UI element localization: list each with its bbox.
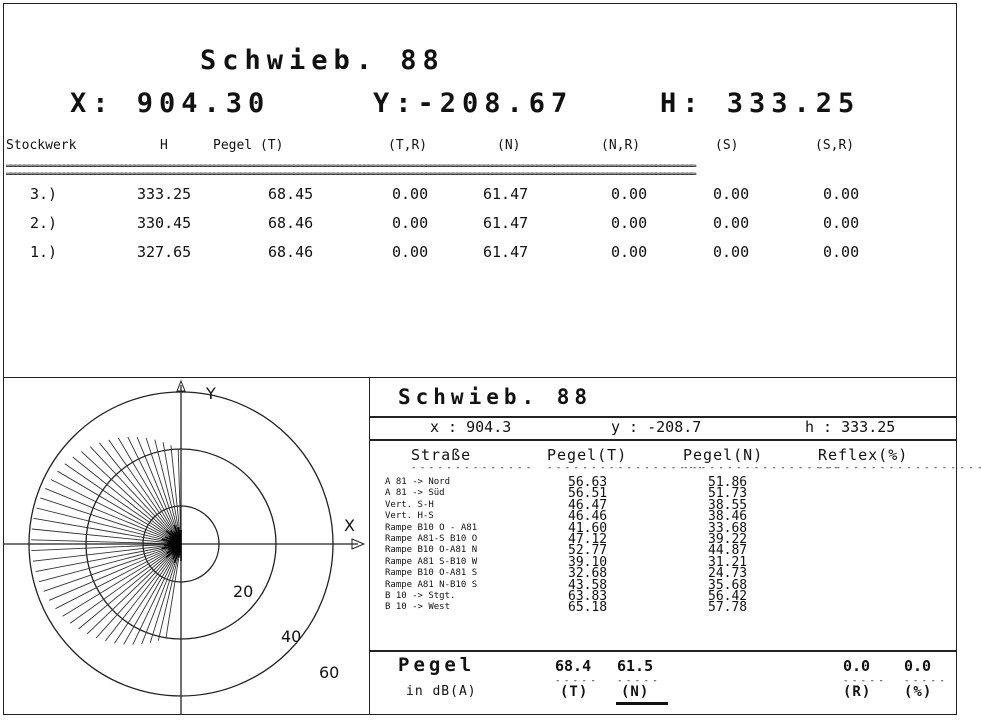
street-name: Rampe A81 N-B10 S	[385, 579, 478, 590]
y-coordinate: Y:-208.67	[373, 88, 574, 119]
divider	[369, 439, 957, 441]
street-pegel-n: 35.68	[708, 577, 748, 593]
table-cell: 0.00	[823, 185, 860, 203]
table-cell: 68.46	[268, 214, 314, 232]
table-cell: 61.47	[483, 185, 529, 203]
street-pegel-t: 56.63	[568, 475, 608, 490]
unit-t: (T)	[560, 684, 589, 700]
street-name: B 10 -> West	[385, 602, 451, 613]
divider	[369, 650, 957, 652]
table-cell: 330.45	[137, 214, 192, 232]
header-separator: ════════════════════════════════════════════════════════════════════════════════════════════════════════════════════════════════════════════════════════════ ════════════════════════════════════════════════════════════════════════════════════════════════════════════════════════════════════════════════════════════	[6, 162, 696, 180]
column-header-n-r: (N,R)	[601, 138, 641, 153]
column-header-t-r: (T,R)	[388, 138, 428, 153]
selected-indicator	[616, 702, 668, 705]
street-pegel-t: 52.77	[568, 543, 608, 559]
unit-n: (N)	[621, 684, 650, 700]
x-axis-label: X	[344, 516, 355, 535]
sum-reflex-r: 0.0	[843, 657, 871, 675]
table-cell: 0.00	[823, 214, 860, 232]
polar-plot	[3, 377, 370, 715]
y-axis-label: Y	[206, 384, 216, 403]
table-cell: 0.00	[611, 243, 648, 261]
table-cell: 0.00	[713, 243, 750, 261]
street-pegel-n: 33.68	[708, 520, 748, 536]
sum-label: Pegel	[398, 654, 476, 676]
table-cell: 61.47	[483, 243, 529, 261]
column-header-reflex: Reflex(%)	[818, 446, 909, 464]
column-header-pegel-t: Pegel(T)	[547, 446, 628, 464]
column-header-n: (N)	[497, 138, 521, 153]
underline: - - - - - - - - - - - - - - - - - - -	[818, 463, 981, 473]
street-name: Rampe B10 O - A81	[385, 522, 478, 533]
street-pegel-t: 47.12	[568, 532, 608, 547]
column-header-stockwerk: Stockwerk	[6, 138, 77, 153]
h-coordinate: H: 333.25	[660, 88, 861, 119]
sum-pegel-n: 61.5	[617, 657, 654, 675]
street-name: A 81 -> Nord	[385, 477, 451, 487]
table-cell: 0.00	[713, 214, 750, 232]
street-pegel-t: 65.18	[568, 600, 608, 616]
street-pegel-n: 51.86	[708, 475, 748, 490]
direction-ray	[49, 544, 181, 600]
table-cell: 0.00	[823, 243, 860, 261]
street-name: Rampe B10 O-A81 N	[385, 545, 478, 556]
street-pegel-n: 57.78	[708, 600, 748, 616]
street-pegel-n: 24.73	[708, 566, 748, 582]
x-coordinate: X: 904.30	[70, 88, 271, 119]
column-header-pegel-n: Pegel(N)	[683, 446, 764, 464]
panel-x: x : 904.3	[430, 418, 512, 436]
table-cell: 61.47	[483, 214, 529, 232]
table-cell: 0.00	[392, 185, 429, 203]
street-name: Rampe A81 S-B10 W	[385, 556, 478, 567]
table-cell: 1.)	[30, 243, 58, 261]
underline: - - - - -	[555, 676, 595, 686]
table-cell: 0.00	[611, 214, 648, 232]
street-pegel-n: 38.46	[708, 509, 748, 525]
street-name: Vert. H-S	[385, 511, 434, 522]
underline: - - - - - - - - - - - - - -	[411, 463, 531, 473]
street-pegel-t: 46.47	[568, 497, 608, 513]
street-name: Vert. S-H	[385, 499, 434, 510]
table-cell: 0.00	[713, 185, 750, 203]
sum-unit: in dB(A)	[406, 684, 477, 699]
underline: - - - - - - - - - - - - - - - - - -	[683, 463, 838, 473]
table-cell: 3.)	[30, 185, 58, 203]
ring-label-60: 60	[319, 663, 340, 682]
table-cell: 0.00	[392, 214, 429, 232]
column-header-h: H	[160, 138, 168, 153]
street-name: A 81 -> Süd	[385, 488, 445, 499]
column-header-s-r: (S,R)	[815, 138, 855, 153]
table-cell: 327.65	[137, 243, 192, 261]
underline: - - - - - - - - - - - - - - - - - -	[547, 463, 702, 473]
panel-y: y : -208.7	[611, 418, 702, 436]
panel-h: h : 333.25	[805, 418, 896, 436]
table-cell: 2.)	[30, 214, 58, 232]
column-header-strasse: Straße	[411, 446, 472, 464]
table-cell: 0.00	[392, 243, 429, 261]
direction-ray	[44, 544, 181, 591]
unit-r: (R)	[843, 684, 872, 700]
direction-ray	[33, 544, 181, 561]
street-pegel-t: 46.46	[568, 509, 608, 525]
street-name: B 10 -> Stgt.	[385, 591, 456, 601]
column-header-s: (S)	[715, 138, 739, 153]
table-cell: 68.45	[268, 185, 314, 203]
street-pegel-t: 32.68	[568, 566, 608, 582]
street-pegel-t: 39.10	[568, 554, 608, 570]
table-cell: 333.25	[137, 185, 192, 203]
table-cell: 68.46	[268, 243, 314, 261]
table-cell: 0.00	[611, 185, 648, 203]
street-pegel-n: 38.55	[708, 497, 748, 513]
street-pegel-t: 56.51	[568, 486, 608, 502]
street-pegel-n: 51.73	[708, 486, 748, 502]
ring-label-20: 20	[233, 582, 254, 601]
street-pegel-n: 39.22	[708, 532, 748, 547]
ring-label-40: 40	[281, 627, 302, 646]
street-pegel-n: 56.42	[708, 589, 748, 604]
street-pegel-t: 41.60	[568, 520, 608, 536]
location-title: Schwieb. 88	[200, 45, 445, 76]
panel-title: Schwieb. 88	[398, 385, 593, 409]
underline: - - - - -	[843, 676, 883, 686]
sum-reflex-pct: 0.0	[904, 657, 932, 675]
street-name: Rampe B10 O-A81 S	[385, 568, 478, 579]
street-name: Rampe A81-S B10 O	[385, 534, 478, 544]
column-header-pegel-t: Pegel (T)	[213, 138, 284, 153]
street-pegel-n: 31.21	[708, 554, 748, 570]
unit-pct: (%)	[904, 684, 933, 700]
underline: - - - - -	[904, 676, 944, 686]
street-pegel-t: 63.83	[568, 589, 608, 604]
underline: - - - - -	[617, 676, 657, 686]
street-pegel-n: 44.87	[708, 543, 748, 559]
direction-ray	[79, 544, 182, 629]
sum-pegel-t: 68.4	[555, 657, 592, 675]
street-pegel-t: 43.58	[568, 577, 608, 593]
